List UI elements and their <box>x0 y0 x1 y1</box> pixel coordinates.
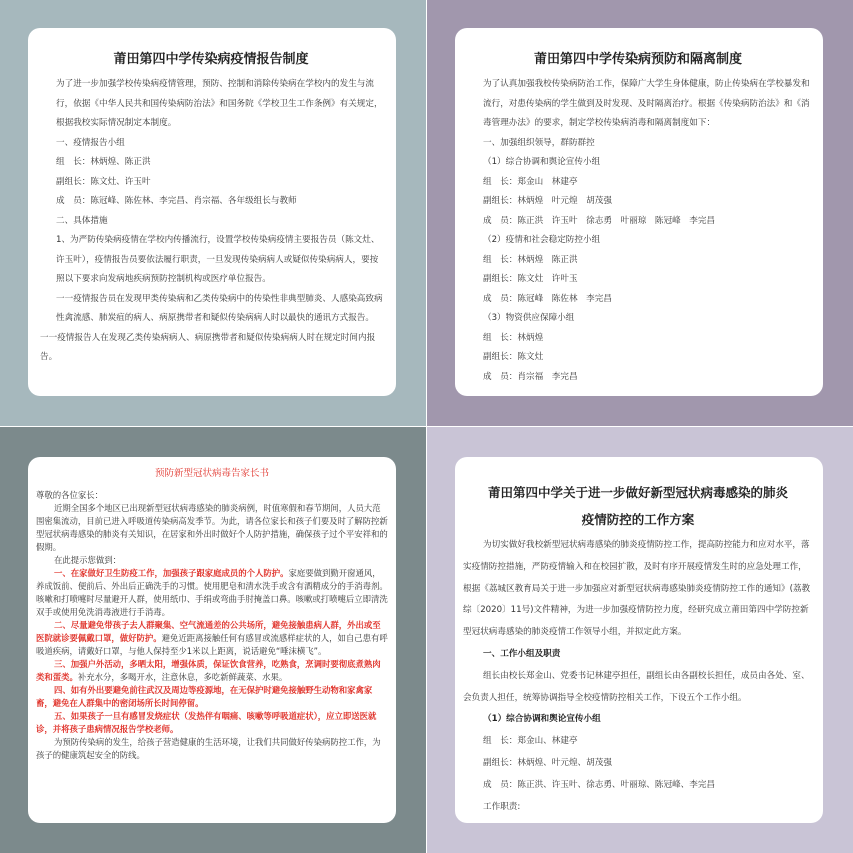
list-item: 组 长：郑金山 林建亭 <box>483 176 578 187</box>
list-item <box>36 710 388 736</box>
list-item: 副组长：陈文灶 <box>483 352 544 362</box>
list-item: 成 员：陈正洪 许玉叶 徐志勇 叶丽琼 陈冠峰 李完昌 <box>483 215 716 226</box>
list-item: 成 员：肖宗福 李完昌 <box>483 371 578 382</box>
subsection-heading: （2）疫情和社会稳定防控小组 <box>483 235 601 245</box>
paragraph: 一一疫情报告员在发现甲类传染病和乙类传染病中的传染性非典型肺炎、人感染高致病性禽流感、肺炭疽的病人、病原携带者和疑似传染病病人时以最快的通讯方式报告。 <box>56 293 383 323</box>
paragraph: 1、为严防传染病疫情在学校内传播流行，设置学校传染病疫情主要报告员（陈文灶、许玉叶），疫情报告员要依法履行职责，一旦发现传染病病人或疑似传染病病人，要按照以下要求向发病地疾病预防控制机构或医疗单位报告。 <box>56 235 380 284</box>
list-item: 组 长：林炳煌、陈正洪 <box>56 157 151 167</box>
emphasis-text: 一、在家做好卫生防疫工作，加强孩子跟家庭成员的个人防护。 <box>54 568 289 578</box>
section-heading: 一、疫情报告小组 <box>56 137 125 148</box>
paragraph: 为了进一步加强学校传染病疫情管理，预防、控制和消除传染病在学校内的发生与流行，依据《中华人民共和国传染病防治法》和国务院《学校卫生工作条例》有关规定，根据我校实际情况制定本制度。 <box>56 79 383 128</box>
list-item: 组 长：林炳煌 陈正洪 <box>483 254 578 265</box>
emphasis-text: 三、加强户外活动，多晒太阳，增强体质，保证饮食营养，吃熟食，烹调时要彻底煮熟肉类和蛋类。 <box>36 659 381 682</box>
subsection-heading: （1）综合协调和舆论宣传小组 <box>483 157 601 167</box>
greeting: 尊敬的各位家长： <box>36 490 103 500</box>
subsection-heading: （1）综合协调和舆论宣传小组 <box>483 714 601 725</box>
document-card <box>455 457 823 823</box>
paragraph: 组长由校长郑金山、党委书记林建亭担任，副组长由各副校长担任，成员由各处、室、会负责人担任，统筹协调指导全校疫情防控相关工作，下设五个工作小组。 <box>463 670 810 703</box>
list-item: 副组长：林炳煌、叶元煌、胡茂强 <box>483 757 612 768</box>
list-item: 成 员：陈冠峰、陈佐林、李完昌、肖宗福、各年级组长与教师 <box>56 196 297 206</box>
list-item: 组 长：林炳煌 <box>483 332 544 343</box>
emphasis-text: 二、尽量避免带孩子去人群聚集、空气流通差的公共场所，避免接触患病人群，外出或至医院就诊要佩戴口罩，做好防护。 <box>36 620 381 643</box>
doc-title <box>463 479 813 533</box>
panel-prevention-isolation <box>427 0 853 426</box>
doc-title: 预防新型冠状病毒告家长书 <box>154 468 269 479</box>
panel-work-plan <box>427 427 853 853</box>
paragraph: 为预防传染病的发生，给孩子营造健康的生活环境，让我们共同做好传染病防控工作，为孩子的健康筑起安全的防线。 <box>36 737 381 760</box>
document-card <box>28 28 396 396</box>
paragraph: 为切实做好我校新型冠状病毒感染的肺炎疫情防控工作，提高防控能力和应对水平，落实疫情防控措施，严防疫情输入和在校园扩散，及时有序开展疫情发生时的应急处理工作，根据《荔城区教育局关于进一步加强应对新型冠状病毒感染肺炎疫情防控工作的通知》(荔教综〔2020〕11号)文件精神，为进一步加强疫情防控力度，经研究成立莆田第四中学防控新型冠状病毒感染的肺炎疫情工作领导小组，并拟定此方案。 <box>463 540 811 638</box>
list-item <box>36 619 388 658</box>
list-item: 工作职责: <box>483 801 521 812</box>
paragraph: 近期全国多个地区已出现新型冠状病毒感染的肺炎病例，时值寒假和春节期间，人员大范围密集流动，目前已进入呼吸道传染病高发季节。为此，请各位家长和孩子们要及时了解防控新型冠状病毒感染的肺炎有关知识，在居家和外出时做好个人防护措施，确保孩子过个平安祥和的假期。 <box>36 503 388 552</box>
paragraph: 一一疫情报告人在发现乙类传染病病人、病原携带者和疑似传染病病人时在规定时间内报告。 <box>40 332 376 362</box>
doc-title: 莆田第四中学传染病疫情报告制度 <box>113 52 309 67</box>
emphasis-text: 五、如果孩子一旦有感冒发烧症状（发热伴有咽痛、咳嗽等呼吸道症状），应立即送医就诊，并将孩子患病情况报告学校老师。 <box>36 711 377 734</box>
body-text: 避免近距离接触任何有感冒或流感样症状的人，如自己患有呼吸道疾病，请戴好口罩，与他人保持至少1米以上距离，说话避免“唾沫横飞”。 <box>36 633 388 656</box>
list-item <box>36 658 388 684</box>
list-item <box>36 684 388 710</box>
doc-title: 莆田第四中学传染病预防和隔离制度 <box>533 52 742 67</box>
section-heading: 一、工作小组及职责 <box>483 648 561 659</box>
panel-parent-letter <box>0 427 426 853</box>
panel-report-system <box>0 0 426 426</box>
list-item <box>36 567 388 619</box>
emphasis-text: 四、如有外出要避免前往武汉及周边等疫源地，在无保护时避免接触野生动物和家禽家畜，避免在人群集中的密闭场所长时间停留。 <box>36 685 373 708</box>
paragraph: 在此提示您做到： <box>54 555 121 565</box>
body-text: 补充水分，多喝开水，注意休息，多吃新鲜蔬菜、水果。 <box>77 672 288 682</box>
subsection-heading: （3）物资供应保障小组 <box>483 313 575 323</box>
title-line: 疫情防控的工作方案 <box>581 512 695 527</box>
document-card <box>455 28 823 396</box>
paragraph: 为了认真加强我校传染病防治工作，保障广大学生身体健康，防止传染病在学校暴发和流行，对患传染病的学生做到及时发现、及时隔离治疗。根据《传染病防治法》和《消毒管理办法》的要求，制定学校传染病消毒和隔离制度如下： <box>483 79 810 128</box>
section-heading: 二、具体措施 <box>56 215 108 226</box>
list-item: 组 长：郑金山、林建亭 <box>483 736 578 747</box>
list-item: 成 员：陈正洪、许玉叶、徐志勇、叶丽琼、陈冠峰、李完昌 <box>483 779 716 790</box>
body-text: 家庭要做到勤开窗通风，养成饭前、便前后、外出后正确洗手的习惯。使用肥皂和清水洗手或含有酒精成分的手消毒剂。咳嗽和打喷嚏时尽量避开人群，使用纸巾、手绢或弯曲手肘掩盖口鼻。咳嗽或打喷嚏后立即清洗双手或使用免洗消毒液进行手消毒。 <box>36 568 388 617</box>
list-item: 副组长：陈文灶、许玉叶 <box>56 176 151 187</box>
title-line: 莆田第四中学关于进一步做好新型冠状病毒感染的肺炎 <box>487 485 788 500</box>
list-item: 副组长：陈文灶 许叶玉 <box>483 274 578 284</box>
list-item: 副组长：林炳煌 叶元煌 胡茂强 <box>483 196 612 206</box>
section-heading: 一、加强组织领导，群防群控 <box>483 137 595 148</box>
document-card <box>28 457 396 823</box>
list-item: 成 员：陈冠峰 陈佐林 李完昌 <box>483 293 612 304</box>
